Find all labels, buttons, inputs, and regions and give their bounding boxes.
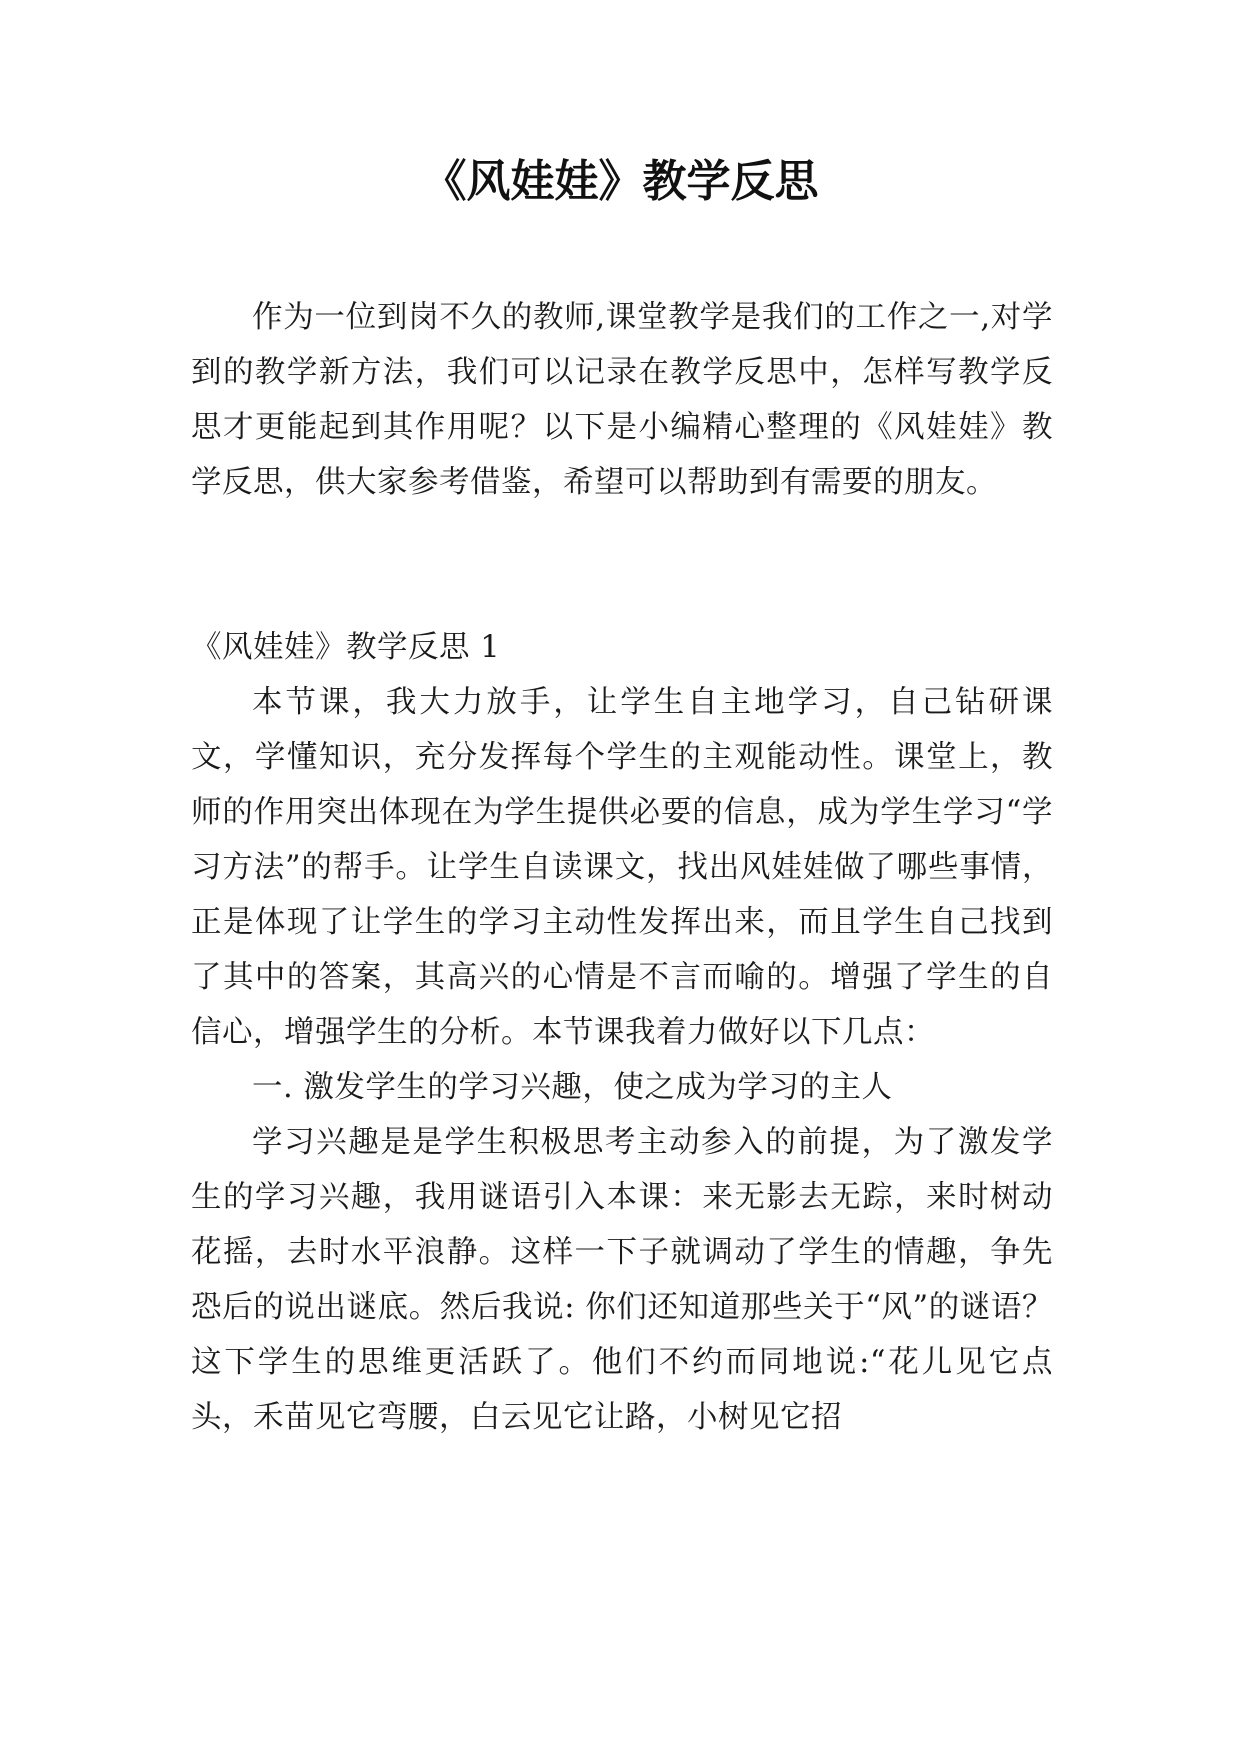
body-paragraph: 学习兴趣是是学生积极思考主动参入的前提，为了激发学生的学习兴趣，我用谜语引入本课：来无影去无踪，来时树动花摇，去时水平浪静。这样一下子就调动了学生的情趣，争先恐后的说出谜底。然后我说: 你们还知道那些关于“风”的谜语？这下学生的思维更活跃了。他们不约而同地说:“花儿见它点头，禾苗见它弯腰，白云见它让路，小树见它招 [191, 1125, 1053, 1435]
intro-paragraph: 作为一位到岗不久的教师,课堂教学是我们的工作之一,对学到的教学新方法，我们可以记录在教学反思中，怎样写教学反思才更能起到其作用呢？以下是小编精心整理的《风娃娃》教学反思，供大家参考借鉴，希望可以帮助到有需要的朋友。 [191, 300, 1053, 500]
numbered-point-heading: 一. 激发学生的学习兴趣，使之成为学习的主人 [252, 1070, 893, 1105]
document-body [191, 290, 1053, 1445]
document-title: 《风娃娃》教学反思 [422, 156, 819, 207]
section-heading: 《风娃娃》教学反思 1 [191, 630, 501, 665]
body-paragraph: 本节课，我大力放手，让学生自主地学习，自己钻研课文，学懂知识，充分发挥每个学生的主观能动性。课堂上，教师的作用突出体现在为学生提供必要的信息，成为学生学习“学习方法”的帮手。让学生自读课文，找出风娃娃做了哪些事情，正是体现了让学生的学习主动性发挥出来，而且学生自己找到了其中的答案，其高兴的心情是不言而喻的。增强了学生的自信心，增强学生的分析。本节课我着力做好以下几点： [191, 685, 1053, 1050]
section-spacer [191, 510, 1053, 620]
